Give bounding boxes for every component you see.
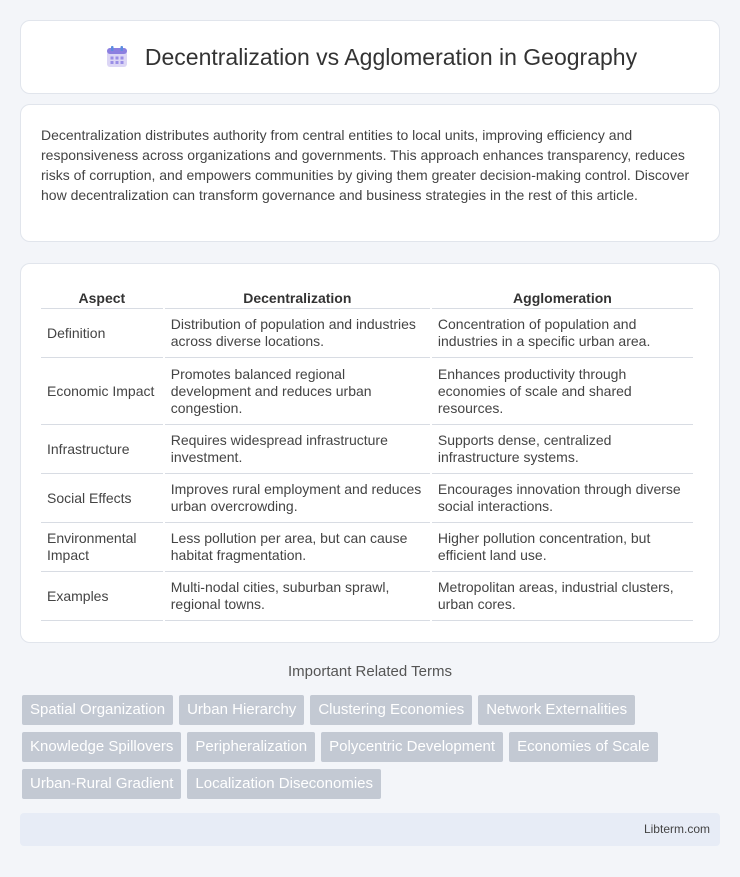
row-aspect: Infrastructure <box>41 425 163 474</box>
related-terms-title: Important Related Terms <box>288 663 452 680</box>
column-header-agglomeration: Agglomeration <box>432 284 693 309</box>
row-decentralization: Improves rural employment and reduces urban overcrowding. <box>165 474 430 523</box>
table-row <box>41 309 693 358</box>
related-term-tag[interactable]: Clustering Economies <box>310 695 472 725</box>
related-term-tag[interactable]: Urban Hierarchy <box>179 695 304 725</box>
row-aspect: Environmental Impact <box>41 523 163 572</box>
related-terms-list <box>22 695 722 799</box>
row-decentralization: Multi-nodal cities, suburban sprawl, regional towns. <box>165 572 430 621</box>
row-aspect: Definition <box>41 309 163 358</box>
related-term-tag[interactable]: Polycentric Development <box>321 732 503 762</box>
related-term-tag[interactable]: Spatial Organization <box>22 695 173 725</box>
related-term-tag[interactable]: Network Externalities <box>478 695 635 725</box>
table-row <box>41 358 693 425</box>
row-agglomeration: Supports dense, centralized infrastructure systems. <box>432 425 693 474</box>
related-term-tag[interactable]: Localization Diseconomies <box>187 769 381 799</box>
row-agglomeration: Metropolitan areas, industrial clusters, urban cores. <box>432 572 693 621</box>
row-agglomeration: Higher pollution concentration, but efficient land use. <box>432 523 693 572</box>
column-header-aspect: Aspect <box>41 284 163 309</box>
comparison-table <box>39 284 695 621</box>
comparison-table-card <box>20 263 720 643</box>
table-header-row <box>41 284 693 309</box>
related-term-tag[interactable]: Knowledge Spillovers <box>22 732 181 762</box>
intro-card <box>20 104 720 242</box>
row-agglomeration: Concentration of population and industries in a specific urban area. <box>432 309 693 358</box>
row-decentralization: Promotes balanced regional development and reduces urban congestion. <box>165 358 430 425</box>
footer <box>20 813 720 846</box>
table-row <box>41 474 693 523</box>
footer-site-link[interactable]: Libterm.com <box>643 822 710 836</box>
row-decentralization: Requires widespread infrastructure investment. <box>165 425 430 474</box>
related-term-tag[interactable]: Economies of Scale <box>509 732 658 762</box>
table-row <box>41 572 693 621</box>
row-aspect: Social Effects <box>41 474 163 523</box>
related-term-tag[interactable]: Urban-Rural Gradient <box>22 769 181 799</box>
column-header-decentralization: Decentralization <box>165 284 430 309</box>
row-decentralization: Distribution of population and industries across diverse locations. <box>165 309 430 358</box>
row-decentralization: Less pollution per area, but can cause habitat fragmentation. <box>165 523 430 572</box>
page-title: Decentralization vs Agglomeration in Geography <box>144 43 638 70</box>
table-row <box>41 523 693 572</box>
row-agglomeration: Enhances productivity through economies of scale and shared resources. <box>432 358 693 425</box>
row-aspect: Economic Impact <box>41 358 163 425</box>
table-row <box>41 425 693 474</box>
row-agglomeration: Encourages innovation through diverse social interactions. <box>432 474 693 523</box>
header-card <box>20 20 720 94</box>
calendar-icon <box>103 43 131 71</box>
intro-text: Decentralization distributes authority from central entities to local units, improving efficiency and responsiveness across organizations and governments. This approach enhances transparency, reduces risks of corruption, and empowers communities by giving them greater decision-making control. Discover how decentralization can transform governance and business strategies in the rest of this article. <box>41 127 690 203</box>
row-aspect: Examples <box>41 572 163 621</box>
related-term-tag[interactable]: Peripheralization <box>187 732 315 762</box>
